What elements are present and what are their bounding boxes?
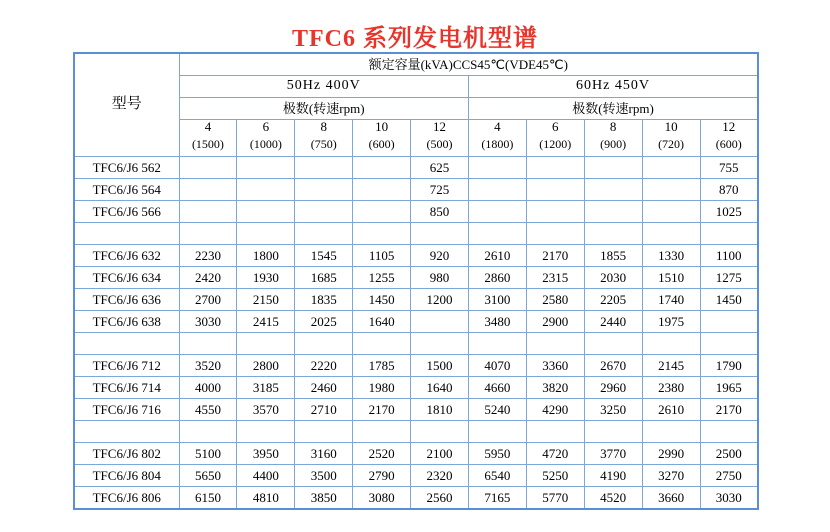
table-spacer-row — [74, 223, 758, 245]
capacity-cell-60hz — [642, 223, 700, 245]
capacity-cell-50hz: 5100 — [179, 443, 237, 465]
table-row — [74, 289, 758, 311]
capacity-cell-60hz: 6540 — [468, 465, 526, 487]
capacity-cell-60hz — [700, 223, 758, 245]
capacity-cell-60hz — [642, 333, 700, 355]
capacity-cell-60hz — [468, 157, 526, 179]
capacity-cell-50hz: 1685 — [295, 267, 353, 289]
capacity-cell-50hz — [353, 421, 411, 443]
capacity-cell-60hz: 4070 — [468, 355, 526, 377]
capacity-cell-60hz: 1025 — [700, 201, 758, 223]
capacity-cell-50hz: 3160 — [295, 443, 353, 465]
pole-count-60-0: 4 — [494, 119, 501, 134]
pole-rpm-60-1: (1200) — [539, 137, 572, 151]
capacity-cell-50hz: 1500 — [411, 355, 469, 377]
capacity-cell-60hz — [700, 311, 758, 333]
capacity-cell-50hz: 2230 — [179, 245, 237, 267]
capacity-cell-60hz — [526, 223, 584, 245]
capacity-cell-50hz: 2415 — [237, 311, 295, 333]
capacity-cell-50hz: 3850 — [295, 487, 353, 510]
capacity-cell-60hz: 2960 — [584, 377, 642, 399]
capacity-cell-60hz: 2030 — [584, 267, 642, 289]
capacity-cell-50hz: 6150 — [179, 487, 237, 510]
capacity-cell-60hz — [584, 201, 642, 223]
capacity-cell-50hz: 2790 — [353, 465, 411, 487]
pole-col-50-3 — [353, 120, 411, 157]
table-row — [74, 399, 758, 421]
model-cell: TFC6/J6 636 — [74, 289, 179, 311]
model-cell: TFC6/J6 562 — [74, 157, 179, 179]
model-cell: TFC6/J6 566 — [74, 201, 179, 223]
capacity-cell-60hz — [642, 201, 700, 223]
capacity-cell-60hz: 2610 — [468, 245, 526, 267]
pole-col-50-0 — [179, 120, 237, 157]
pole-count-60-1: 6 — [552, 119, 559, 134]
capacity-cell-60hz: 1965 — [700, 377, 758, 399]
capacity-cell-60hz: 3770 — [584, 443, 642, 465]
pole-count-50-3: 10 — [375, 119, 389, 134]
capacity-cell-60hz: 2500 — [700, 443, 758, 465]
pole-rpm-60-2: (900) — [600, 137, 627, 151]
capacity-cell-60hz: 5770 — [526, 487, 584, 510]
pole-count-60-4: 12 — [722, 119, 736, 134]
capacity-cell-60hz: 4660 — [468, 377, 526, 399]
capacity-cell-50hz — [295, 223, 353, 245]
capacity-cell-50hz: 2150 — [237, 289, 295, 311]
capacity-cell-50hz: 2520 — [353, 443, 411, 465]
capacity-cell-50hz: 1255 — [353, 267, 411, 289]
capacity-cell-60hz: 2315 — [526, 267, 584, 289]
capacity-cell-60hz — [468, 201, 526, 223]
capacity-cell-50hz: 2800 — [237, 355, 295, 377]
model-cell: TFC6/J6 712 — [74, 355, 179, 377]
pole-col-60-1 — [526, 120, 584, 157]
capacity-cell-50hz: 3520 — [179, 355, 237, 377]
capacity-cell-60hz: 3820 — [526, 377, 584, 399]
capacity-cell-50hz: 3080 — [353, 487, 411, 510]
table-row — [74, 443, 758, 465]
model-cell: TFC6/J6 806 — [74, 487, 179, 510]
capacity-cell-60hz: 1510 — [642, 267, 700, 289]
model-cell — [74, 333, 179, 355]
capacity-cell-50hz: 725 — [411, 179, 469, 201]
model-cell: TFC6/J6 714 — [74, 377, 179, 399]
capacity-cell-50hz: 2100 — [411, 443, 469, 465]
capacity-cell-50hz — [411, 421, 469, 443]
pole-col-60-3 — [642, 120, 700, 157]
capacity-cell-50hz — [411, 311, 469, 333]
capacity-cell-60hz — [468, 223, 526, 245]
pole-col-50-4 — [411, 120, 469, 157]
pole-count-50-1: 6 — [262, 119, 270, 134]
capacity-cell-60hz — [584, 333, 642, 355]
capacity-cell-50hz — [237, 223, 295, 245]
capacity-cell-60hz: 755 — [700, 157, 758, 179]
table-header — [74, 53, 758, 157]
capacity-cell-60hz: 2205 — [584, 289, 642, 311]
pole-col-50-1 — [237, 120, 295, 157]
capacity-cell-60hz — [584, 179, 642, 201]
capacity-cell-60hz: 1275 — [700, 267, 758, 289]
capacity-cell-60hz — [700, 333, 758, 355]
capacity-cell-50hz — [179, 333, 237, 355]
capacity-cell-60hz — [584, 421, 642, 443]
capacity-cell-60hz — [468, 333, 526, 355]
table-row — [74, 355, 758, 377]
capacity-cell-50hz — [411, 223, 469, 245]
capacity-cell-60hz: 1330 — [642, 245, 700, 267]
model-cell: TFC6/J6 716 — [74, 399, 179, 421]
capacity-cell-60hz: 3270 — [642, 465, 700, 487]
freq-header-60hz: 60Hz 450V — [468, 76, 758, 98]
capacity-cell-50hz: 2220 — [295, 355, 353, 377]
capacity-cell-60hz: 870 — [700, 179, 758, 201]
capacity-cell-50hz: 2560 — [411, 487, 469, 510]
capacity-cell-60hz: 5250 — [526, 465, 584, 487]
capacity-cell-60hz — [642, 179, 700, 201]
pole-count-50-4: 12 — [433, 119, 446, 134]
table-row — [74, 487, 758, 510]
pole-col-60-0 — [468, 120, 526, 157]
capacity-cell-50hz: 3570 — [237, 399, 295, 421]
pole-header-60hz: 极数(转速rpm) — [468, 98, 758, 120]
table-row — [74, 267, 758, 289]
table-row — [74, 377, 758, 399]
capacity-cell-50hz: 1640 — [411, 377, 469, 399]
capacity-cell-60hz: 1740 — [642, 289, 700, 311]
capacity-cell-50hz: 2025 — [295, 311, 353, 333]
capacity-cell-60hz: 2170 — [700, 399, 758, 421]
spec-table-container — [73, 52, 757, 510]
pole-rpm-50-2: (750) — [310, 137, 337, 151]
table-spacer-row — [74, 333, 758, 355]
capacity-cell-50hz: 3950 — [237, 443, 295, 465]
pole-count-50-2: 8 — [320, 119, 327, 134]
capacity-cell-60hz: 4720 — [526, 443, 584, 465]
capacity-cell-60hz: 2990 — [642, 443, 700, 465]
capacity-cell-50hz — [237, 333, 295, 355]
capacity-cell-50hz — [295, 179, 353, 201]
pole-rpm-50-1: (1000) — [249, 137, 282, 151]
table-row — [74, 201, 758, 223]
capacity-cell-50hz: 1785 — [353, 355, 411, 377]
capacity-cell-60hz — [526, 157, 584, 179]
capacity-cell-60hz: 5240 — [468, 399, 526, 421]
capacity-cell-60hz — [468, 421, 526, 443]
capacity-cell-50hz: 4810 — [237, 487, 295, 510]
capacity-cell-50hz — [411, 333, 469, 355]
capacity-cell-50hz: 1980 — [353, 377, 411, 399]
table-row — [74, 157, 758, 179]
capacity-cell-60hz: 7165 — [468, 487, 526, 510]
capacity-cell-60hz — [642, 421, 700, 443]
capacity-cell-60hz: 2750 — [700, 465, 758, 487]
capacity-cell-50hz — [353, 223, 411, 245]
table-body — [74, 157, 758, 510]
pole-col-50-2 — [295, 120, 353, 157]
capacity-header: 额定容量(kVA)CCS45℃(VDE45℃) — [179, 53, 758, 76]
pole-col-60-4 — [700, 120, 758, 157]
capacity-cell-60hz — [468, 179, 526, 201]
table-row — [74, 465, 758, 487]
capacity-cell-50hz: 625 — [411, 157, 469, 179]
capacity-cell-50hz — [295, 333, 353, 355]
capacity-cell-50hz: 1810 — [411, 399, 469, 421]
capacity-cell-60hz — [526, 421, 584, 443]
capacity-cell-50hz — [179, 201, 237, 223]
capacity-cell-60hz — [526, 179, 584, 201]
capacity-cell-50hz: 2710 — [295, 399, 353, 421]
capacity-cell-60hz — [700, 421, 758, 443]
table-row — [74, 179, 758, 201]
freq-header-50hz: 50Hz 400V — [179, 76, 468, 98]
table-row — [74, 311, 758, 333]
capacity-cell-60hz: 3100 — [468, 289, 526, 311]
pole-rpm-50-3: (600) — [368, 137, 395, 151]
capacity-cell-60hz — [642, 157, 700, 179]
capacity-cell-50hz: 1545 — [295, 245, 353, 267]
capacity-cell-60hz: 2900 — [526, 311, 584, 333]
capacity-cell-60hz: 3030 — [700, 487, 758, 510]
capacity-cell-50hz: 4000 — [179, 377, 237, 399]
capacity-cell-50hz: 920 — [411, 245, 469, 267]
capacity-cell-50hz: 4550 — [179, 399, 237, 421]
capacity-cell-60hz: 1790 — [700, 355, 758, 377]
capacity-cell-60hz: 2380 — [642, 377, 700, 399]
capacity-cell-50hz — [179, 421, 237, 443]
capacity-cell-60hz: 3360 — [526, 355, 584, 377]
capacity-cell-60hz: 2145 — [642, 355, 700, 377]
capacity-cell-50hz — [179, 223, 237, 245]
capacity-cell-60hz: 4520 — [584, 487, 642, 510]
capacity-cell-50hz — [237, 157, 295, 179]
capacity-cell-50hz: 3500 — [295, 465, 353, 487]
capacity-cell-50hz — [179, 179, 237, 201]
capacity-cell-60hz: 2670 — [584, 355, 642, 377]
capacity-cell-50hz: 980 — [411, 267, 469, 289]
capacity-cell-60hz: 3660 — [642, 487, 700, 510]
capacity-cell-50hz: 1930 — [237, 267, 295, 289]
capacity-cell-50hz: 2460 — [295, 377, 353, 399]
model-cell: TFC6/J6 802 — [74, 443, 179, 465]
pole-count-60-3: 10 — [664, 119, 678, 134]
capacity-cell-60hz: 3480 — [468, 311, 526, 333]
capacity-cell-50hz — [295, 201, 353, 223]
capacity-cell-50hz — [237, 201, 295, 223]
capacity-cell-50hz — [353, 333, 411, 355]
pole-header-50hz: 极数(转速rpm) — [179, 98, 468, 120]
capacity-cell-60hz: 2580 — [526, 289, 584, 311]
capacity-cell-50hz: 850 — [411, 201, 469, 223]
capacity-cell-60hz: 2860 — [468, 267, 526, 289]
capacity-cell-50hz — [295, 157, 353, 179]
capacity-cell-60hz: 2170 — [526, 245, 584, 267]
pole-count-60-2: 8 — [609, 119, 617, 134]
model-cell: TFC6/J6 634 — [74, 267, 179, 289]
capacity-cell-50hz: 2170 — [353, 399, 411, 421]
capacity-cell-50hz: 3030 — [179, 311, 237, 333]
capacity-cell-60hz: 3250 — [584, 399, 642, 421]
capacity-cell-50hz: 1450 — [353, 289, 411, 311]
capacity-cell-60hz — [526, 333, 584, 355]
capacity-cell-50hz — [353, 179, 411, 201]
capacity-cell-50hz: 1800 — [237, 245, 295, 267]
capacity-cell-60hz: 2440 — [584, 311, 642, 333]
capacity-cell-60hz: 1855 — [584, 245, 642, 267]
pole-rpm-50-4: (500) — [426, 137, 453, 151]
capacity-cell-60hz — [526, 201, 584, 223]
capacity-cell-60hz: 2610 — [642, 399, 700, 421]
generator-spec-table — [73, 52, 759, 510]
capacity-cell-50hz: 2420 — [179, 267, 237, 289]
model-cell: TFC6/J6 564 — [74, 179, 179, 201]
capacity-cell-50hz: 5650 — [179, 465, 237, 487]
header-row-capacity — [74, 53, 758, 76]
table-spacer-row — [74, 421, 758, 443]
capacity-cell-50hz: 1640 — [353, 311, 411, 333]
model-column-header: 型号 — [74, 53, 179, 157]
model-cell: TFC6/J6 632 — [74, 245, 179, 267]
capacity-cell-50hz — [295, 421, 353, 443]
pole-col-60-2 — [584, 120, 642, 157]
pole-rpm-60-4: (600) — [715, 137, 742, 151]
pole-rpm-60-3: (720) — [658, 137, 685, 151]
capacity-cell-60hz: 1100 — [700, 245, 758, 267]
capacity-cell-60hz: 5950 — [468, 443, 526, 465]
capacity-cell-60hz: 1450 — [700, 289, 758, 311]
capacity-cell-50hz: 1200 — [411, 289, 469, 311]
pole-rpm-50-0: (1500) — [191, 137, 224, 151]
pole-count-50-0: 4 — [204, 119, 212, 134]
capacity-cell-60hz: 4290 — [526, 399, 584, 421]
capacity-cell-50hz: 4400 — [237, 465, 295, 487]
capacity-cell-50hz: 1105 — [353, 245, 411, 267]
model-cell — [74, 421, 179, 443]
capacity-cell-50hz — [179, 157, 237, 179]
capacity-cell-60hz — [584, 157, 642, 179]
table-row — [74, 245, 758, 267]
model-cell — [74, 223, 179, 245]
pole-rpm-60-0: (1800) — [481, 137, 514, 151]
model-cell: TFC6/J6 804 — [74, 465, 179, 487]
capacity-cell-50hz: 1835 — [295, 289, 353, 311]
capacity-cell-50hz: 3185 — [237, 377, 295, 399]
page-title: TFC6 系列发电机型谱 — [292, 26, 538, 52]
capacity-cell-60hz: 4190 — [584, 465, 642, 487]
capacity-cell-50hz: 2320 — [411, 465, 469, 487]
capacity-cell-50hz: 2700 — [179, 289, 237, 311]
capacity-cell-50hz — [237, 421, 295, 443]
model-cell: TFC6/J6 638 — [74, 311, 179, 333]
capacity-cell-60hz — [584, 223, 642, 245]
capacity-cell-50hz — [353, 201, 411, 223]
capacity-cell-50hz — [237, 179, 295, 201]
capacity-cell-60hz: 1975 — [642, 311, 700, 333]
capacity-cell-50hz — [353, 157, 411, 179]
